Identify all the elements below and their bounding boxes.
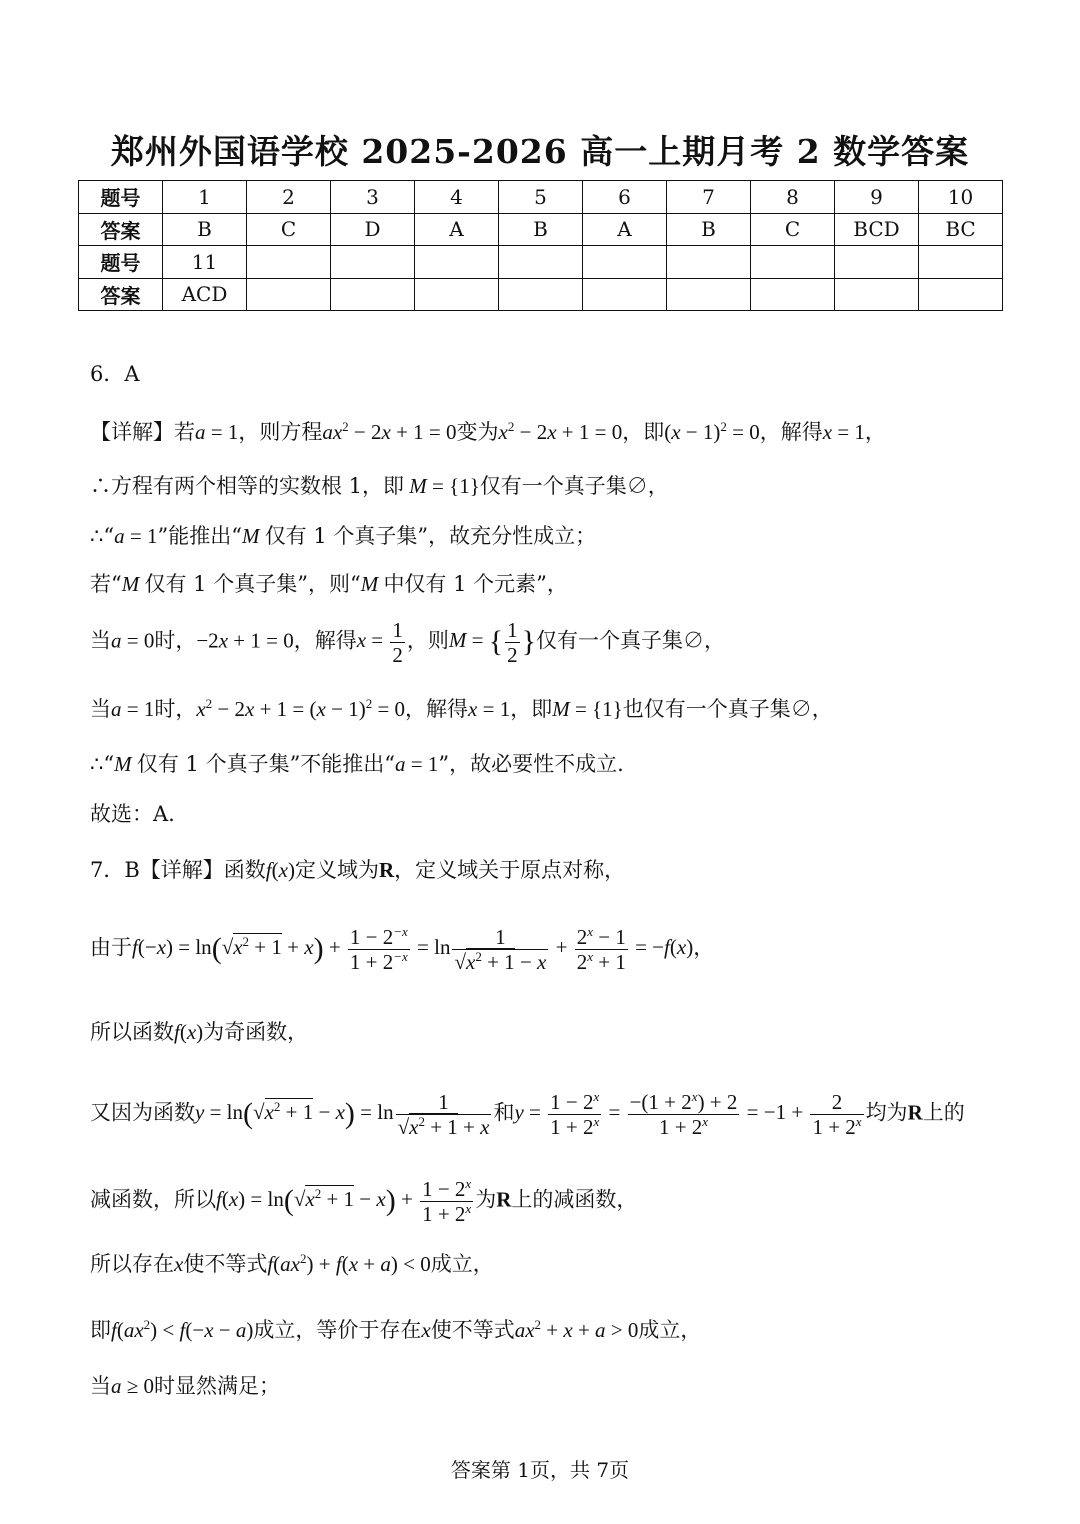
page-title: 郑州外国语学校 2025-2026 高一上期月考 2 数学答案: [110, 132, 970, 171]
table-cell: [667, 246, 751, 279]
table-cell: [415, 246, 499, 279]
table-header-cell: 题号: [79, 246, 163, 279]
text: 7．B【详解】函数: [90, 858, 266, 882]
text: ”能推出“: [157, 524, 242, 548]
table-cell: [583, 278, 667, 311]
text: 和: [493, 1100, 515, 1125]
q7-line-6: [90, 1318, 701, 1341]
table-cell: C: [751, 213, 835, 246]
table-cell: 5: [499, 181, 583, 214]
formula: $x^2 - 2x + 1 = 0$: [498, 419, 623, 444]
text: 仅有 1 个真子集”不能推出“: [136, 752, 396, 776]
table-cell: [331, 278, 415, 311]
q6-line-8: 故选：A.: [90, 802, 175, 826]
formula: y = $\frac{1 - 2^x}{1 + 2^x}$ = $\frac{-(1 + 2^x) + 2}{1 + 2^x}$ = −1 + $\frac{2}{1 + 2^x}$: [514, 1089, 862, 1140]
text: 变为: [456, 420, 499, 444]
text: 定义域为: [294, 858, 379, 882]
table-cell: D: [331, 213, 415, 246]
table-cell: 3: [331, 181, 415, 214]
text: 所以存在: [90, 1252, 174, 1276]
formula: x = 1: [822, 420, 865, 444]
formula: $f(ax^2) + f(x + a) < 0$: [267, 1251, 431, 1276]
table-cell: [499, 278, 583, 311]
text: ∴“: [90, 752, 115, 776]
text: ，定义域关于原点对称，: [394, 858, 626, 882]
text: 时，: [154, 697, 197, 721]
table-row: [79, 181, 1003, 214]
table-cell: [835, 278, 919, 311]
table-cell: BC: [919, 213, 1003, 246]
text: 仅有 1 个真子集”，则“: [144, 572, 361, 596]
table-cell: B: [499, 213, 583, 246]
text: ，: [693, 935, 715, 960]
table-cell: [751, 278, 835, 311]
text: ，即: [510, 697, 553, 721]
q6-line-5: [90, 618, 725, 667]
table-cell: [499, 246, 583, 279]
table-row: [79, 213, 1003, 246]
text: 成立，: [430, 1252, 494, 1276]
formula: $ax^2 - 2x + 1 = 0$: [322, 419, 457, 444]
text: 上的: [922, 1100, 965, 1125]
formula: x = $\frac{1}{2}$: [356, 618, 403, 668]
formula: M: [241, 524, 265, 548]
text: 中仅有 1 个元素”，: [383, 572, 568, 596]
q6-heading: 6．A: [90, 362, 140, 386]
table-cell: [247, 246, 331, 279]
q6-line-4: [90, 574, 568, 595]
table-row: [79, 246, 1003, 279]
table-cell: B: [163, 213, 247, 246]
text: 为奇函数，: [203, 1020, 309, 1044]
table-cell: 2: [247, 181, 331, 214]
table-cell: B: [667, 213, 751, 246]
q6-line-3: [90, 526, 596, 547]
formula: x = 1: [468, 697, 511, 721]
text: 仅有一个真子集∅，: [479, 474, 669, 498]
text: 时显然满足；: [154, 1374, 281, 1398]
text: ，解得: [759, 420, 823, 444]
text: 即: [90, 1318, 111, 1342]
table-cell: C: [247, 213, 331, 246]
formula: R: [378, 858, 395, 882]
text: ”，故必要性不成立.: [438, 752, 624, 776]
text: 【详解】若: [90, 420, 195, 444]
formula: a = 0: [111, 628, 155, 653]
table-cell: 10: [919, 181, 1003, 214]
formula: a: [195, 420, 206, 444]
text: 上的减函数，: [511, 1187, 638, 1212]
formula: $(x - 1)^2 = 0$: [664, 419, 760, 444]
q7-line-3: [90, 1090, 965, 1139]
q7-line-5: [90, 1252, 494, 1275]
text: 使不等式: [430, 1318, 515, 1342]
formula: x: [174, 1252, 184, 1276]
table-cell: A: [583, 213, 667, 246]
table-cell: [919, 246, 1003, 279]
formula: R: [496, 1187, 512, 1212]
formula: M: [360, 572, 384, 596]
formula: a = 1: [395, 752, 439, 776]
text: 时，: [154, 628, 197, 653]
formula: −2x + 1 = 0: [196, 628, 294, 653]
table-cell: 6: [583, 181, 667, 214]
text: 当: [90, 697, 111, 721]
table-cell: [667, 278, 751, 311]
formula: M = {1}: [552, 697, 623, 721]
q7-line-4: [90, 1177, 637, 1226]
text: 由于: [90, 935, 132, 960]
text: 若“: [90, 572, 122, 596]
text: ，即: [622, 420, 665, 444]
text: 仅有 1 个真子集”，故充分性成立；: [264, 524, 597, 548]
table-cell: 11: [163, 246, 247, 279]
q6-line-1: 【详解】若a = 1，则方程$ax^2 - 2x + 1 = 0$变为$x^2 - 2x + 1 = 0$，即$(x - 1)^2 = 0$，解得x = 1，: [90, 419, 886, 444]
text: 均为: [865, 1100, 908, 1125]
text: 成立，等价于存在: [253, 1318, 422, 1342]
text: 使不等式: [183, 1252, 268, 1276]
formula: a = 1: [111, 697, 155, 721]
text: 仅有一个真子集∅，: [536, 628, 726, 653]
text: ，: [864, 420, 886, 444]
text: 当: [90, 628, 111, 653]
text: 也仅有一个真子集∅，: [622, 697, 833, 721]
formula: a ≥ 0: [111, 1374, 155, 1398]
formula: x: [421, 1318, 431, 1342]
table-header-cell: 题号: [79, 181, 163, 214]
table-cell: [919, 278, 1003, 311]
text: 成立，: [638, 1318, 702, 1342]
text: 当: [90, 1374, 111, 1398]
table-cell: [247, 278, 331, 311]
table-cell: 1: [163, 181, 247, 214]
formula: M: [121, 572, 145, 596]
table-cell: [835, 246, 919, 279]
formula: M = {1}: [404, 474, 480, 498]
text: ，解得: [293, 628, 357, 653]
table-row: [79, 278, 1003, 311]
table-header-cell: 答案: [79, 213, 163, 246]
formula: $f(ax^2) < f(-x - a)$: [111, 1317, 254, 1342]
formula: $f(x) = \ln(√x^2 + 1 - x)$ + $\frac{1 - 2^x}{1 + 2^x}$: [216, 1176, 472, 1227]
formula: $ax^2 + x + a > 0$: [514, 1317, 639, 1342]
text: ，解得: [405, 697, 469, 721]
q6-line-6: [90, 697, 833, 720]
formula: M: [114, 752, 137, 776]
table-cell: A: [415, 213, 499, 246]
table-cell: [583, 246, 667, 279]
formula: a = 1: [114, 524, 158, 548]
formula: R: [907, 1100, 923, 1125]
formula: f(x): [265, 858, 295, 882]
text: ，则方程: [238, 420, 323, 444]
text: 又因为函数: [90, 1100, 195, 1125]
formula: $x^2 - 2x + 1 = (x - 1)^2 = 0$: [196, 696, 406, 721]
text: 为: [475, 1187, 497, 1212]
text: ∴方程有两个相等的实数根 1，即: [90, 474, 405, 498]
answer-table: [78, 180, 1003, 311]
text: ，则: [406, 628, 449, 653]
table-cell: 8: [751, 181, 835, 214]
formula: $f(-x) = \ln(√x^2 + 1 + x)$ + $\frac{1 - 2^{-x}}{1 + 2^{-x}}$ = ln $\frac{1}{√x^2 + 1 - x}$ + $\frac{2^x - 1}{2^x + 1}$ = −f(x): [132, 924, 694, 975]
table-cell: [751, 246, 835, 279]
table-cell: 7: [667, 181, 751, 214]
text: ∴“: [90, 524, 115, 548]
table-cell: [331, 246, 415, 279]
text: 所以函数: [90, 1020, 174, 1044]
table-cell: 4: [415, 181, 499, 214]
q7-heading: [90, 860, 625, 881]
formula: f(x): [174, 1020, 204, 1044]
table-cell: [415, 278, 499, 311]
table-cell: BCD: [835, 213, 919, 246]
q6-line-2: [90, 476, 669, 497]
table-header-cell: 答案: [79, 278, 163, 311]
q6-line-7: [90, 754, 624, 775]
table-cell: ACD: [163, 278, 247, 311]
page-footer: 答案第 1页，共 7页: [450, 1458, 630, 1482]
formula: $y = \ln(√x^2 + 1 - x) = \ln$ $\frac{1}{√x^2 + 1 + x}$: [195, 1090, 490, 1140]
text: 减函数，所以: [90, 1187, 216, 1212]
formula: M = { $\frac{1}{2}$ }: [448, 618, 537, 668]
table-cell: 9: [835, 181, 919, 214]
q7-line-1: [90, 925, 714, 974]
q7-line-2: [90, 1022, 308, 1043]
q7-line-7: [90, 1376, 280, 1397]
